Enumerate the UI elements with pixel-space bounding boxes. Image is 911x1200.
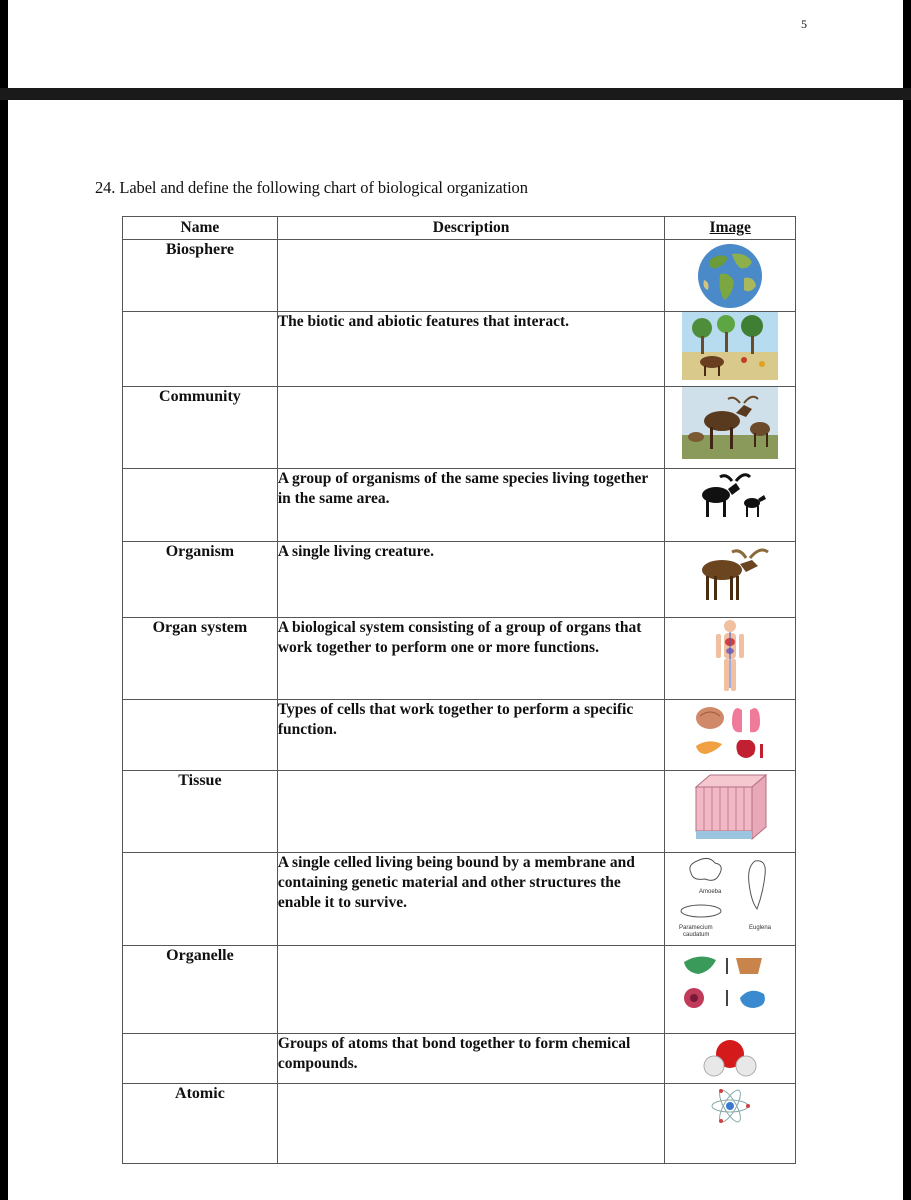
moose-population-silhouette-icon [690, 469, 770, 519]
name-cell[interactable] [123, 700, 278, 771]
paramecium-label: Paramecium [679, 925, 713, 931]
organs-icon [688, 700, 772, 764]
caudatum-label: caudatum [683, 932, 710, 938]
description-cell: Groups of atoms that bond together to form chemical compounds. [277, 1034, 665, 1084]
name-cell[interactable] [123, 312, 278, 387]
atom-icon [708, 1084, 752, 1128]
name-cell: Atomic [123, 1084, 278, 1164]
table-row [123, 240, 796, 312]
description-cell[interactable] [277, 771, 665, 853]
earth-globe-icon [690, 240, 770, 310]
organelles-icon [680, 946, 780, 1028]
description-cell: A group of organisms of the same species living together in the same area. [277, 469, 665, 542]
description-cell[interactable] [277, 240, 665, 312]
description-cell: A single living creature. [277, 542, 665, 618]
description-cell[interactable] [277, 946, 665, 1034]
image-cell [665, 240, 796, 312]
image-cell [665, 542, 796, 618]
euglena-label: Euglena [749, 925, 772, 931]
image-cell [665, 853, 796, 946]
image-cell [665, 1084, 796, 1164]
page-number: 5 [801, 17, 807, 31]
description-cell[interactable] [277, 387, 665, 469]
amoeba-label: Amoeba [699, 889, 722, 895]
name-cell: Community [123, 387, 278, 469]
name-cell: Organelle [123, 946, 278, 1034]
table-row [123, 1034, 796, 1084]
name-cell: Tissue [123, 771, 278, 853]
table-row [123, 771, 796, 853]
image-cell [665, 469, 796, 542]
moose-community-icon [682, 387, 778, 459]
table-row [123, 1084, 796, 1164]
description-cell: A biological system consisting of a group of organs that work together to perform one or more functions. [277, 618, 665, 700]
image-column-header: Image [665, 217, 796, 240]
protist-cells-icon [675, 853, 785, 939]
image-cell [665, 946, 796, 1034]
image-cell [665, 1034, 796, 1084]
description-cell: The biotic and abiotic features that interact. [277, 312, 665, 387]
table-header-row [123, 217, 796, 240]
water-molecule-icon [700, 1034, 760, 1080]
table-row [123, 312, 796, 387]
name-cell[interactable] [123, 1034, 278, 1084]
name-cell[interactable] [123, 469, 278, 542]
name-cell: Organ system [123, 618, 278, 700]
table-row [123, 542, 796, 618]
name-cell: Biosphere [123, 240, 278, 312]
biological-organization-table [122, 216, 796, 1164]
image-cell [665, 700, 796, 771]
image-cell [665, 387, 796, 469]
name-cell[interactable] [123, 853, 278, 946]
table-row [123, 618, 796, 700]
page-divider [0, 88, 911, 100]
single-moose-icon [688, 542, 772, 604]
name-cell: Organism [123, 542, 278, 618]
worksheet-page [8, 100, 903, 1200]
table-row [123, 387, 796, 469]
name-column-header: Name [123, 217, 278, 240]
description-cell: Types of cells that work together to perform a specific function. [277, 700, 665, 771]
human-body-organ-system-icon [710, 618, 750, 694]
description-cell[interactable] [277, 1084, 665, 1164]
table-row [123, 469, 796, 542]
table-row [123, 700, 796, 771]
previous-page-area [8, 0, 903, 88]
epithelial-tissue-icon [690, 771, 770, 843]
table-row [123, 946, 796, 1034]
ecosystem-scene-icon [682, 312, 778, 380]
image-cell [665, 312, 796, 387]
description-column-header: Description [277, 217, 665, 240]
question-text: 24. Label and define the following chart of biological organization [95, 178, 528, 197]
table-row [123, 853, 796, 946]
description-cell: A single celled living being bound by a membrane and containing genetic material and other structures the enable it to survive. [277, 853, 665, 946]
image-cell [665, 618, 796, 700]
image-cell [665, 771, 796, 853]
